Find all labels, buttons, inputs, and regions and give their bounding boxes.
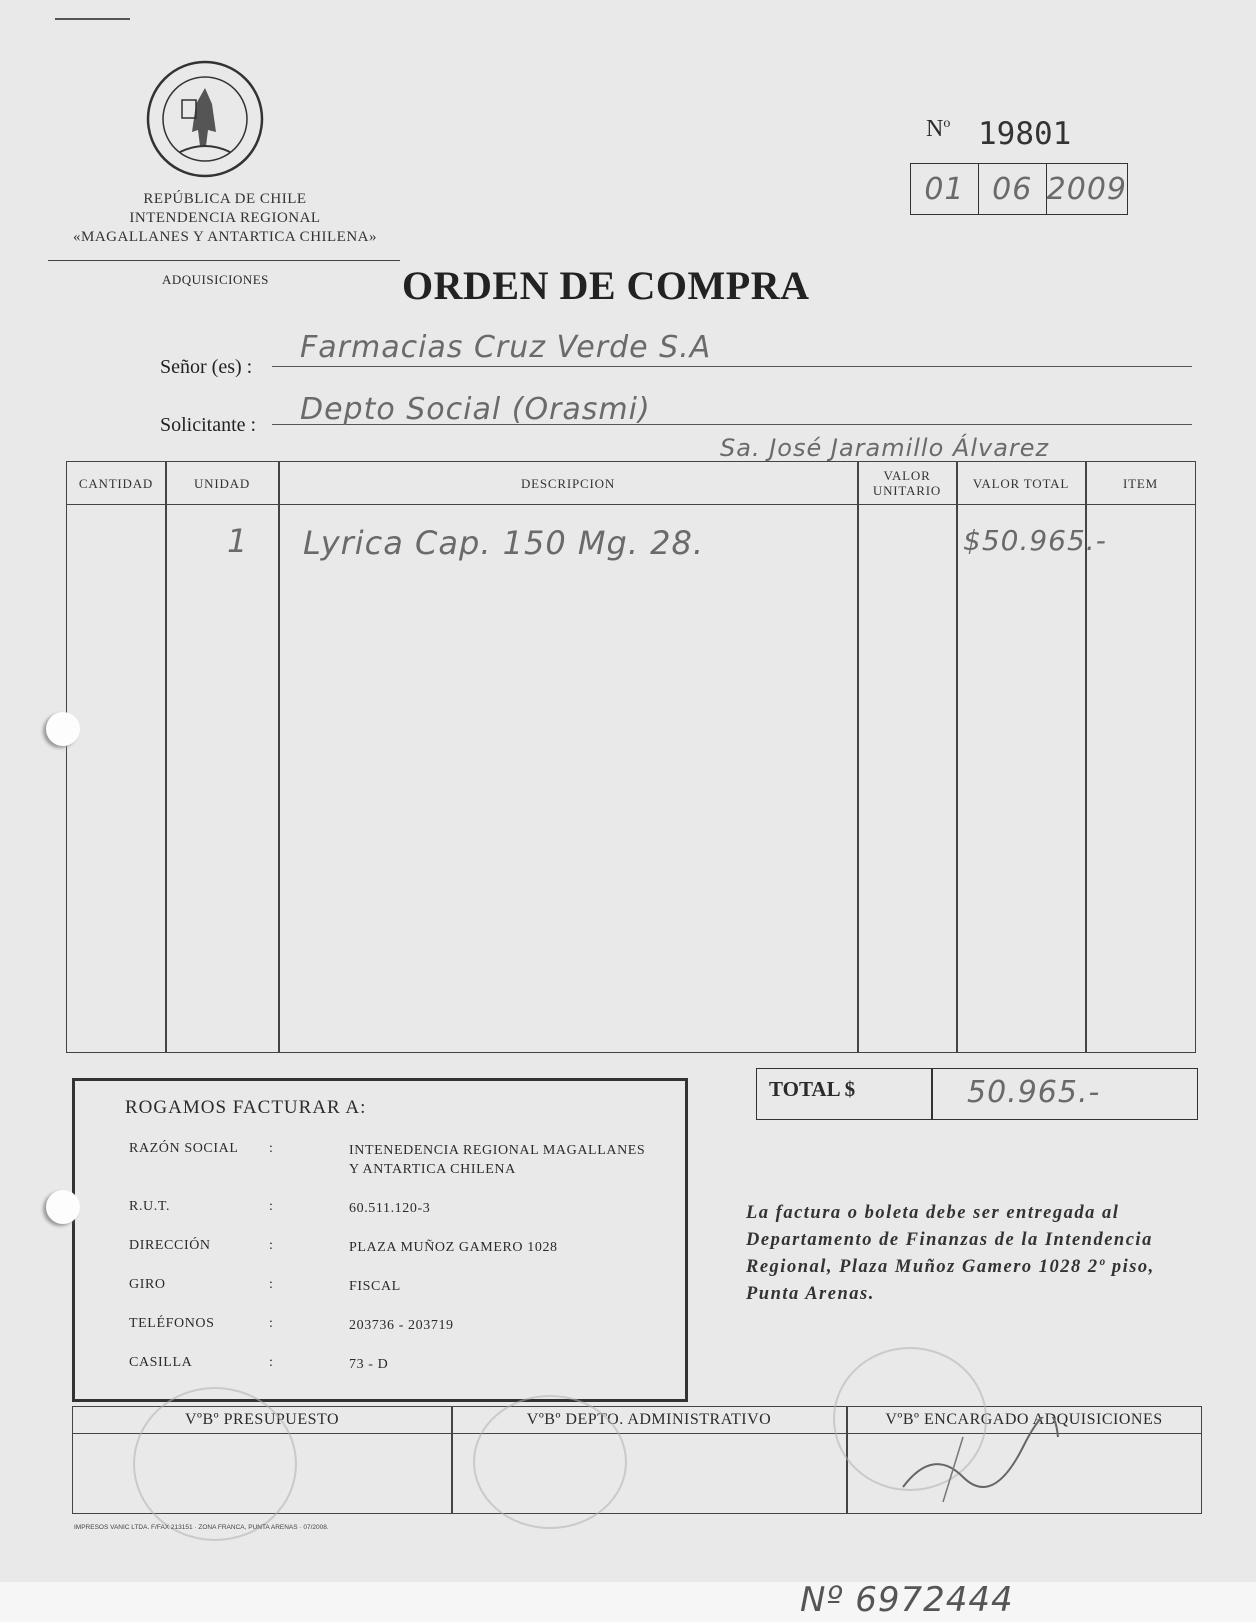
col-item: ITEM bbox=[1086, 462, 1195, 505]
billing-row: GIRO : FISCAL bbox=[129, 1277, 401, 1294]
header-intendencia: INTENDENCIA REGIONAL bbox=[129, 210, 321, 226]
billing-row: TELÉFONOS : 203736 - 203719 bbox=[129, 1316, 454, 1333]
order-number-label: $N^o$ bbox=[926, 116, 951, 142]
billing-row: DIRECCIÓN : PLAZA MUÑOZ GAMERO 1028 bbox=[129, 1238, 558, 1255]
senor-value: Farmacias Cruz Verde S.A bbox=[300, 330, 712, 365]
chile-seal-icon bbox=[146, 60, 264, 178]
solicitante-extra: Sa. José Jaramillo Álvarez bbox=[720, 434, 1050, 462]
billing-title: ROGAMOS FACTURAR A: bbox=[125, 1097, 367, 1118]
billing-box bbox=[72, 1078, 688, 1402]
total-label: TOTAL $ bbox=[769, 1077, 856, 1101]
printer-line: IMPRESOS VANIC LTDA. F/FAX 213151 · ZONA FRANCA, PUNTA ARENAS · 07/2008. bbox=[74, 1524, 329, 1531]
total-divider bbox=[931, 1069, 933, 1119]
row-descripcion: Lyrica Cap. 150 Mg. 28. bbox=[303, 524, 705, 562]
approval-divider bbox=[451, 1407, 453, 1513]
billing-row: CASILLA : 73 - D bbox=[129, 1355, 389, 1372]
date-day: 01 bbox=[911, 164, 979, 214]
row-valor-total: $50.965.- bbox=[963, 524, 1107, 557]
items-table bbox=[66, 461, 1196, 1053]
date-year: 2009 bbox=[1046, 171, 1128, 207]
punch-hole bbox=[46, 712, 80, 746]
senor-underline bbox=[272, 366, 1192, 367]
col-descripcion: DESCRIPCION bbox=[279, 462, 857, 505]
total-value: 50.965.- bbox=[967, 1075, 1101, 1110]
col-divider bbox=[278, 462, 280, 1052]
scan-bottom-band bbox=[0, 1582, 1256, 1622]
signature-icon bbox=[893, 1417, 1063, 1507]
date-month: 06 bbox=[979, 164, 1047, 214]
stamp-icon bbox=[473, 1395, 627, 1529]
stamp-icon bbox=[133, 1387, 297, 1541]
corner-mark bbox=[55, 18, 130, 20]
col-divider bbox=[857, 462, 859, 1052]
punch-hole bbox=[46, 1190, 80, 1224]
billing-row: R.U.T. : 60.511.120-3 bbox=[129, 1199, 431, 1216]
senor-label: Señor (es) : bbox=[160, 356, 253, 378]
order-number: 19801 bbox=[978, 116, 1072, 152]
row-unidad: 1 bbox=[227, 522, 249, 560]
header-republic: REPÚBLICA DE CHILE bbox=[143, 191, 307, 207]
col-cantidad: CANTIDAD bbox=[67, 462, 165, 505]
document-title: ORDEN DE COMPRA bbox=[402, 263, 810, 308]
approvals-table bbox=[72, 1406, 1202, 1514]
col-valor-total: VALOR TOTAL bbox=[957, 462, 1085, 505]
col-divider bbox=[956, 462, 958, 1052]
approval-presupuesto: VºBº PRESUPUESTO bbox=[73, 1407, 451, 1434]
col-valor-unitario: VALOR UNITARIO bbox=[858, 462, 956, 505]
col-divider bbox=[165, 462, 167, 1052]
delivery-note: La factura o boleta debe ser entregada al Departamento de Finanzas de la Intendencia Regional, Plaza Muñoz Gamero 1028 2º piso, Punta Arenas. bbox=[746, 1203, 1155, 1304]
approval-depto-admin: VºBº DEPTO. ADMINISTRATIVO bbox=[452, 1407, 846, 1434]
billing-row: RAZÓN SOCIAL : INTENEDENCIA REGIONAL MAGALLANES Y ANTARTICA CHILENA bbox=[129, 1141, 646, 1177]
solicitante-label: Solicitante : bbox=[160, 414, 257, 436]
footer-handwritten-number: Nº 6972444 bbox=[800, 1580, 1014, 1620]
header-region: «MAGALLANES Y ANTARTICA CHILENA» bbox=[72, 229, 378, 245]
approval-encargado: VºBº ENCARGADO ADQUISICIONES bbox=[847, 1407, 1201, 1434]
department-label: ADQUISICIONES bbox=[162, 272, 269, 287]
solicitante-value: Depto Social (Orasmi) bbox=[300, 392, 651, 427]
total-box bbox=[756, 1068, 1198, 1120]
header-divider bbox=[48, 260, 400, 261]
date-box bbox=[910, 163, 1128, 215]
col-unidad: UNIDAD bbox=[166, 462, 278, 505]
